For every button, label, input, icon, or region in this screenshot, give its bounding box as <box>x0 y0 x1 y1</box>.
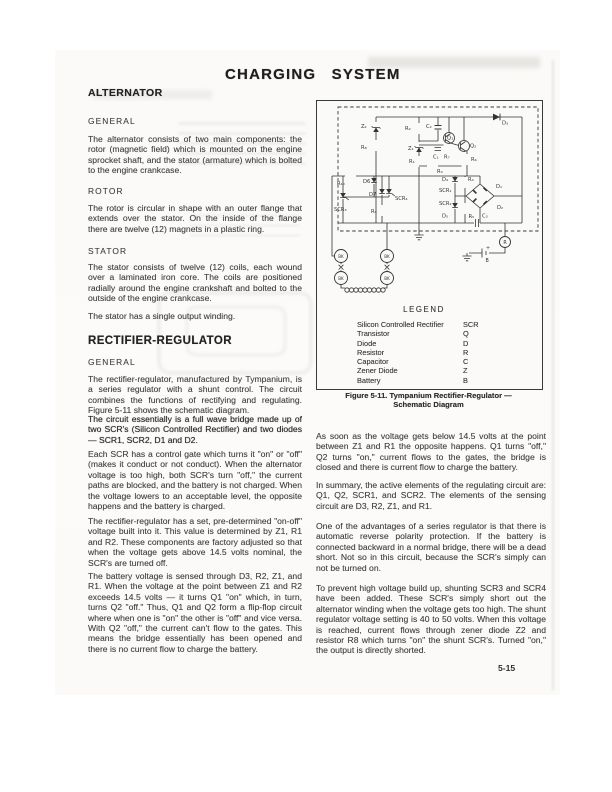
legend-item-name: Resistor <box>357 347 385 357</box>
section-heading-rectifier-regulator: RECTIFIER-REGULATOR <box>88 335 232 347</box>
resistor-r6-symbol <box>465 154 469 165</box>
legend-item-symbol: D <box>463 338 469 348</box>
legend-item-name: Capacitor <box>357 357 389 367</box>
paragraph-rectifier-5: The battery voltage is sensed through D3, R2, Z1, and R1. When the voltage at the point between Z1 and R2 exceeds 14.5 volts — it turns Q1 "on" which, in turn, turns Q2 "off." Thus, Q1 and Q2 form a flip-flop circuit where when one is "on" the other is "off" and vice versa. With Q2 "off," the current can't flow to the gates. This means the bridge essentially has been opened and there is no current flow to charge the battery. <box>88 571 302 654</box>
label-q2: Q₂ <box>470 143 477 150</box>
label-r8: R₈ <box>361 145 367 151</box>
label-q1: Q₁ <box>447 135 454 142</box>
label-r5: R₅ <box>468 214 475 220</box>
figure-caption <box>316 391 541 409</box>
circuit-wires <box>332 117 522 288</box>
label-r9: R₉ <box>371 209 377 215</box>
legend-row <box>357 376 491 385</box>
section-heading-alternator: ALTERNATOR <box>88 87 163 99</box>
legend-item-name: Silicon Controlled Rectifier <box>357 320 444 329</box>
paragraph-stator: The stator consists of twelve (12) coils, each wound over a laminated iron core. The coils are positioned radially around the engine crankshaft and bolted to the outside of the engine crankcase. <box>88 262 302 304</box>
label-bk1: BK <box>338 253 344 259</box>
paragraph-rectifier-2: The circuit essentially is a full wave bridge made up of two SCR's (Silicon Controlled Rectifier) and two diodes — SCR1, SCR2, D1 and D2. <box>88 414 302 445</box>
label-z2: Z₂ <box>361 124 367 130</box>
zener-z2-symbol <box>372 126 381 132</box>
label-r7: R₇ <box>444 154 450 161</box>
label-r10: R₁₀ <box>337 181 345 187</box>
legend-row <box>357 348 491 357</box>
resistor-r9-symbol <box>380 205 384 216</box>
label-d5: D₅ <box>442 213 449 220</box>
legend-row <box>357 357 491 366</box>
diode-d5-symbol <box>452 203 458 208</box>
label-r-terminal: R <box>503 241 507 246</box>
label-z1: Z₁ <box>408 146 414 152</box>
scr3-symbol <box>340 193 349 200</box>
label-scr1: SCR₁ <box>439 188 452 194</box>
label-r6: R₆ <box>471 157 477 163</box>
label-c1: C₁ <box>433 154 439 161</box>
legend-item-symbol: SCR <box>463 320 479 329</box>
page-title: CHARGING SYSTEM <box>225 66 401 83</box>
legend-title: LEGEND <box>403 305 445 314</box>
paragraph-right-3: One of the advantages of a series regulator is that there is automatic reverse polarity protection. If the battery is connected backward in a normal bridge, there will be a dead short. Not so in this circuit, because the SCR's simply can not be turned on. <box>316 521 546 573</box>
label-r4: R₄ <box>468 177 474 183</box>
label-bk2: BK <box>384 253 390 259</box>
legend-item-name: Transistor <box>357 329 390 339</box>
transistor-q2-symbol <box>459 141 470 152</box>
subheading-general: GENERAL <box>88 357 136 367</box>
label-d3: D₃ <box>502 120 509 127</box>
figure-caption-line1: Figure 5-11. Tympanium Rectifier-Regulator — <box>345 391 512 400</box>
label-scr3: SCR₃ <box>334 207 347 213</box>
resistor-r1-symbol <box>417 156 421 167</box>
label-c2: C₂ <box>426 124 432 130</box>
label-bk4: BK <box>384 275 390 281</box>
label-c3: C₃ <box>482 213 488 220</box>
resistor-r5-symbol <box>463 203 467 214</box>
resistor-r7-symbol <box>444 147 455 151</box>
subheading-general: GENERAL <box>88 116 136 126</box>
legend-item-symbol: C <box>463 357 469 367</box>
paragraph-alternator-general: The alternator consists of two main components: the rotor (magnetic field) which is mounted on the engine sprocket shaft, and the stator (armature) which is bolted to the engine crankcase. <box>88 134 302 176</box>
legend-item-symbol: B <box>463 375 468 385</box>
page-number: 5-15 <box>498 663 516 673</box>
legend-item-symbol: R <box>463 347 469 357</box>
diode-d4-symbol <box>452 177 458 182</box>
legend-row <box>357 339 491 348</box>
legend-item-symbol: Z <box>463 366 468 376</box>
figure-5-11-schematic <box>316 100 543 390</box>
legend-item-name: Battery <box>357 375 381 385</box>
paragraph-right-4: To prevent high voltage build up, shunting SCR3 and SCR4 have been added. These SCR's simply short out the alternator winding when the voltage gets too high. The shunt regulator voltage setting is 40 to 50 volts. When this voltage is reached, current flows through zener diode Z2 and resistor R8 which turns "on" the shunt SCR's. Turned "on," the output is directly shorted. <box>316 583 546 656</box>
resistor-r4-symbol <box>463 177 467 188</box>
label-d4: D₄ <box>442 177 449 183</box>
paragraph-stator-winding: The stator has a single output winding. <box>88 311 236 321</box>
legend-row <box>357 329 491 338</box>
label-d6: D6 <box>363 179 371 185</box>
capacitor-c1-symbol <box>435 148 442 151</box>
resistor-r2-symbol <box>417 123 421 134</box>
diode-d7-symbol <box>379 189 385 194</box>
paragraph-rectifier-3: Each SCR has a control gate which turns it "on" or "off" (makes it conduct or not conduct). When the alternator voltage is too high, both SCR's turn "off," the current paths are blocked, and the battery is not charged. When the voltage lowers to an acceptable level, the opposite happens and the battery is charged. <box>88 449 302 512</box>
battery-ground-symbol <box>462 256 471 261</box>
legend-item-symbol: Q <box>463 329 469 339</box>
paragraph-rectifier-1: The rectifier-regulator, manufactured by Tympanium, is a series regulator with a shunt control. The circuit combines the functions of rectifying and regulating. Figure 5-11 shows the schematic diagram. <box>88 374 302 416</box>
label-d2: D₂ <box>497 205 504 211</box>
zener-z1-symbol <box>415 146 424 152</box>
figure-legend <box>357 305 491 385</box>
stator-winding-coil <box>345 288 385 292</box>
figure-caption-line2: Schematic Diagram <box>393 400 464 409</box>
paragraph-right-2: In summary, the active elements of the regulating circuit are: Q1, Q2, SCR1, and SCR2. The elements of the sensing circuit are D3, R2, Z1, and R1. <box>316 480 546 511</box>
label-r2: R₂ <box>405 126 411 132</box>
capacitor-c2-symbol <box>435 126 442 130</box>
label-d7: D7 <box>369 192 377 198</box>
scr4-symbol <box>386 189 395 196</box>
subheading-stator: STATOR <box>88 246 128 256</box>
label-d1: D₁ <box>496 184 503 190</box>
label-scr2: SCR₂ <box>439 201 452 207</box>
legend-row <box>357 320 491 329</box>
diode-d3-symbol <box>493 114 500 121</box>
resistor-r10-symbol <box>345 174 356 178</box>
bridge-diode-ticks <box>473 188 487 205</box>
legend-item-name: Zener Diode <box>357 366 398 376</box>
paragraph-rotor: The rotor is circular in shape with an outer flange that extends over the stator. On the inside of the flange there are twelve (12) magnets in a plastic ring. <box>88 203 302 234</box>
label-r3: R₃ <box>437 169 443 175</box>
paragraph-rectifier-4: The rectifier-regulator has a set, pre-determined "on-off" voltage built into it. This value is determined by Z1, R1 and R2. These components are factory adjusted so that when the voltage gets above 14.5 volts nominal, the SCR's are turned off. <box>88 516 302 568</box>
ground-symbol <box>414 235 423 240</box>
label-bk3: BK <box>338 275 344 281</box>
label-battery-plus: + <box>486 246 491 252</box>
resistor-r8-symbol <box>374 140 378 151</box>
label-scr4: SCR₄ <box>395 196 408 202</box>
label-r1: R₁ <box>409 159 415 165</box>
subheading-rotor: ROTOR <box>88 186 124 196</box>
legend-item-name: Diode <box>357 338 377 348</box>
legend-row <box>357 366 491 375</box>
resistor-r3-symbol <box>427 164 438 168</box>
paragraph-right-1: As soon as the voltage gets below 14.5 volts at the point between Z1 and R1 the opposite happens. Q1 turns "off," Q2 turns "on," current flows to the gates, the bridge is closed and there is current flow to charge the battery. <box>316 431 546 473</box>
label-battery-b: B <box>485 259 489 264</box>
